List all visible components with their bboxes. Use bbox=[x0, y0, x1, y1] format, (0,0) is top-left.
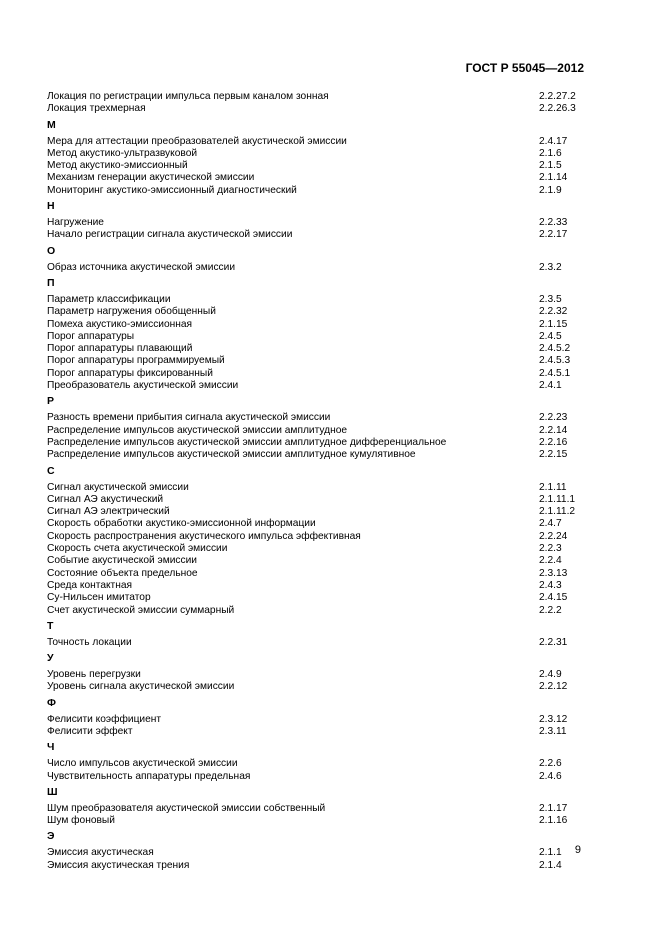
index-term-code: 2.1.11 bbox=[539, 481, 567, 493]
index-term-code: 2.3.5 bbox=[539, 293, 562, 305]
index-term: Порог аппаратуры фиксированный bbox=[47, 367, 213, 379]
index-entry bbox=[47, 860, 587, 872]
index-term: Чувствительность аппаратуры предельная bbox=[47, 770, 251, 782]
index-entry bbox=[47, 568, 587, 580]
index-term-code: 2.2.23 bbox=[539, 412, 568, 424]
index-term-code: 2.2.12 bbox=[539, 681, 568, 693]
index-entry bbox=[47, 355, 587, 367]
index-entry bbox=[47, 605, 587, 617]
index-entry bbox=[47, 847, 587, 859]
index-letter-heading: Н bbox=[47, 200, 55, 213]
index-entry bbox=[47, 412, 587, 424]
index-term: Нагружение bbox=[47, 217, 104, 229]
index-entry bbox=[47, 294, 587, 306]
index-term: Скорость счета акустической эмиссии bbox=[47, 543, 228, 555]
index-term-code: 2.3.12 bbox=[539, 713, 568, 725]
index-entry bbox=[47, 803, 587, 815]
index-term: Счет акустической эмиссии суммарный bbox=[47, 604, 235, 616]
index-term-code: 2.1.11.1 bbox=[539, 493, 576, 505]
index-entry bbox=[47, 437, 587, 449]
index-letter-heading: Р bbox=[47, 395, 55, 408]
index-entry bbox=[47, 815, 587, 827]
index-term-code: 2.2.6 bbox=[539, 758, 562, 770]
index-letter-heading: Э bbox=[47, 830, 55, 843]
index-entry bbox=[47, 368, 587, 380]
index-term: Преобразователь акустической эмиссии bbox=[47, 380, 239, 392]
index-term-code: 2.2.26.3 bbox=[539, 103, 576, 115]
index-term-code: 2.1.5 bbox=[539, 160, 562, 172]
index-term-code: 2.4.15 bbox=[539, 592, 568, 604]
index-entry bbox=[47, 580, 587, 592]
index-term: Скорость распространения акустического импульса эффективная bbox=[47, 530, 361, 542]
index-entry bbox=[47, 637, 587, 649]
index-term: Число импульсов акустической эмиссии bbox=[47, 758, 238, 770]
index-entry bbox=[47, 449, 587, 461]
index-entry bbox=[47, 771, 587, 783]
index-entry bbox=[47, 758, 587, 770]
index-term-code: 2.1.9 bbox=[539, 184, 562, 196]
document-header: ГОСТ Р 55045—2012 bbox=[465, 61, 584, 75]
index-entry bbox=[47, 482, 587, 494]
index-term: Сигнал акустической эмиссии bbox=[47, 481, 189, 493]
index-entry bbox=[47, 217, 587, 229]
index-entry bbox=[47, 543, 587, 555]
index-term: Распределение импульсов акустической эмиссии амплитудное дифференциальное bbox=[47, 436, 447, 448]
index-term-code: 2.2.27.2 bbox=[539, 91, 576, 102]
index-term-code: 2.2.2 bbox=[539, 604, 562, 616]
index-term: Распределение импульсов акустической эмиссии амплитудное bbox=[47, 424, 348, 436]
index-entry bbox=[47, 494, 587, 506]
index-term: Шум преобразователя акустической эмиссии собственный bbox=[47, 802, 326, 814]
index-term: Уровень перегрузки bbox=[47, 669, 141, 681]
index-term: Шум фоновый bbox=[47, 815, 115, 827]
index-term-code: 2.4.3 bbox=[539, 579, 562, 591]
index-term: Уровень сигнала акустической эмиссии bbox=[47, 681, 235, 693]
index-term: Событие акустической эмиссии bbox=[47, 555, 197, 567]
index-term-code: 2.4.5.2 bbox=[539, 343, 571, 355]
index-term: Эмиссия акустическая трения bbox=[47, 859, 190, 871]
index-term-code: 2.4.5 bbox=[539, 330, 562, 342]
index-letter-heading: Ф bbox=[47, 696, 56, 709]
index-entry bbox=[47, 531, 587, 543]
index-term: Скорость обработки акустико-эмиссионной информации bbox=[47, 518, 316, 530]
index-term-code: 2.2.24 bbox=[539, 530, 568, 542]
index-term: Порог аппаратуры плавающий bbox=[47, 343, 193, 355]
index-term-code: 2.4.5.3 bbox=[539, 355, 571, 367]
index-letter-heading: Т bbox=[47, 619, 54, 632]
index-entry bbox=[47, 136, 587, 148]
index-term-code: 2.1.15 bbox=[539, 318, 568, 330]
index-entry bbox=[47, 669, 587, 681]
index-entry bbox=[47, 592, 587, 604]
index-term-code: 2.1.1 bbox=[539, 847, 562, 859]
index-term: Локация трехмерная bbox=[47, 103, 146, 115]
index-entry bbox=[47, 319, 587, 331]
index-term: Фелисити коэффициент bbox=[47, 713, 162, 725]
index-term-code: 2.1.4 bbox=[539, 859, 562, 871]
index-entry bbox=[47, 714, 587, 726]
index-entry bbox=[47, 380, 587, 392]
index-term: Помеха акустико-эмиссионная bbox=[47, 318, 193, 330]
index-letter-heading: У bbox=[47, 652, 54, 665]
index-term-code: 2.2.3 bbox=[539, 543, 562, 555]
index-term-code: 2.1.17 bbox=[539, 802, 568, 814]
index-entry bbox=[47, 425, 587, 437]
index-entry bbox=[47, 726, 587, 738]
index-entry bbox=[47, 518, 587, 530]
index-term-code: 2.4.1 bbox=[539, 380, 562, 392]
index-entry bbox=[47, 229, 587, 241]
index-term: Разность времени прибытия сигнала акустической эмиссии bbox=[47, 412, 331, 424]
index-term-code: 2.4.9 bbox=[539, 669, 562, 681]
index-term: Параметр классификации bbox=[47, 293, 171, 305]
index-term: Мониторинг акустико-эмиссионный диагностический bbox=[47, 184, 297, 196]
index-term-code: 2.2.32 bbox=[539, 306, 568, 318]
index-term: Метод акустико-эмиссионный bbox=[47, 160, 188, 172]
index-term-code: 2.2.4 bbox=[539, 555, 562, 567]
index-entry bbox=[47, 172, 587, 184]
index-entry bbox=[47, 185, 587, 197]
alphabetical-index bbox=[47, 91, 587, 872]
index-entry bbox=[47, 160, 587, 172]
page-number: 9 bbox=[574, 844, 581, 856]
index-entry bbox=[47, 148, 587, 160]
index-term: Начало регистрации сигнала акустической эмиссии bbox=[47, 229, 293, 241]
index-entry bbox=[47, 555, 587, 567]
index-term: Образ источника акустической эмиссии bbox=[47, 261, 236, 273]
index-term: Локация по регистрации импульса первым каналом зонная bbox=[47, 91, 329, 102]
index-term: Среда контактная bbox=[47, 579, 133, 591]
index-term-code: 2.4.5.1 bbox=[539, 367, 571, 379]
index-term: Метод акустико-ультразвуковой bbox=[47, 147, 198, 159]
index-term: Сигнал АЭ электрический bbox=[47, 506, 170, 518]
index-term: Распределение импульсов акустической эмиссии амплитудное кумулятивное bbox=[47, 449, 416, 461]
index-term-code: 2.3.11 bbox=[539, 725, 567, 737]
index-term-code: 2.3.2 bbox=[539, 261, 562, 273]
index-term-code: 2.4.6 bbox=[539, 770, 562, 782]
index-entry bbox=[47, 506, 587, 518]
index-entry bbox=[47, 103, 587, 115]
index-letter-heading: Ш bbox=[47, 785, 58, 798]
index-entry bbox=[47, 306, 587, 318]
index-entry bbox=[47, 331, 587, 343]
index-letter-heading: Ч bbox=[47, 741, 55, 754]
index-term: Фелисити эффект bbox=[47, 725, 133, 737]
index-entry bbox=[47, 343, 587, 355]
index-entry bbox=[47, 681, 587, 693]
index-term-code: 2.2.16 bbox=[539, 436, 568, 448]
index-term-code: 2.2.14 bbox=[539, 424, 568, 436]
index-term: Механизм генерации акустической эмиссии bbox=[47, 172, 255, 184]
index-term-code: 2.2.15 bbox=[539, 449, 568, 461]
index-term: Мера для аттестации преобразователей акустической эмиссии bbox=[47, 135, 347, 147]
index-term: Порог аппаратуры bbox=[47, 330, 135, 342]
index-letter-heading: П bbox=[47, 276, 55, 289]
index-letter-heading: С bbox=[47, 464, 55, 477]
index-term: Су-Нильсен имитатор bbox=[47, 592, 151, 604]
index-term: Состояние объекта предельное bbox=[47, 567, 198, 579]
index-term-code: 2.2.33 bbox=[539, 217, 568, 229]
index-term-code: 2.1.11.2 bbox=[539, 506, 576, 518]
index-term-code: 2.1.14 bbox=[539, 172, 568, 184]
index-term: Точность локации bbox=[47, 636, 132, 648]
index-term: Сигнал АЭ акустический bbox=[47, 493, 164, 505]
index-term: Эмиссия акустическая bbox=[47, 847, 154, 859]
index-term: Параметр нагружения обобщенный bbox=[47, 306, 216, 318]
index-entry bbox=[47, 262, 587, 274]
index-entry bbox=[47, 91, 587, 103]
index-term-code: 2.4.7 bbox=[539, 518, 562, 530]
index-term-code: 2.4.17 bbox=[539, 135, 568, 147]
index-letter-heading: О bbox=[47, 244, 56, 257]
index-term-code: 2.3.13 bbox=[539, 567, 568, 579]
index-term-code: 2.1.6 bbox=[539, 147, 562, 159]
index-term-code: 2.1.16 bbox=[539, 815, 568, 827]
index-term-code: 2.2.17 bbox=[539, 229, 568, 241]
index-letter-heading: М bbox=[47, 118, 56, 131]
index-term: Порог аппаратуры программируемый bbox=[47, 355, 225, 367]
index-term-code: 2.2.31 bbox=[539, 636, 568, 648]
